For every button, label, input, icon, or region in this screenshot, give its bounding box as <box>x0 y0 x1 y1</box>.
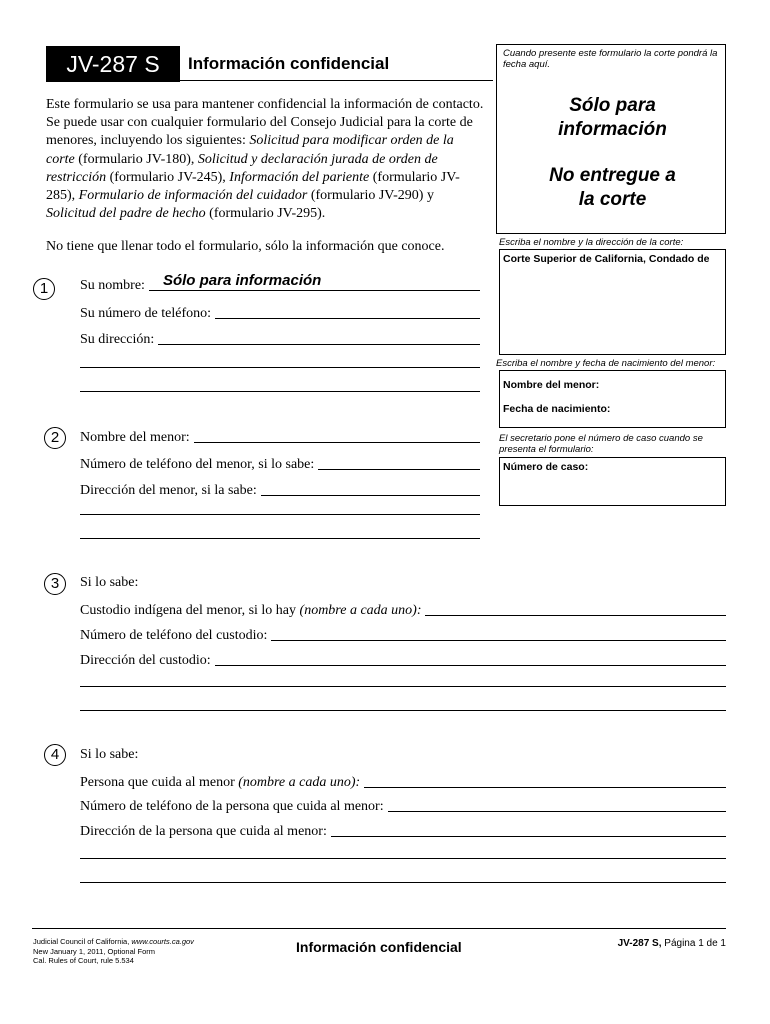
minor-address-line-3[interactable] <box>80 538 480 539</box>
intro-text: (formulario JV-245), <box>106 169 230 185</box>
footer-page: JV-287 S, Página 1 de 1 <box>617 938 726 949</box>
intro-paragraph <box>46 96 486 223</box>
court-caption: Escriba el nombre y la dirección de la corte: <box>499 237 684 248</box>
form-reference: Solicitud para modificar orden de la corte <box>46 133 454 167</box>
minor-name-label: Nombre del menor: <box>503 379 600 391</box>
custodian-address-row <box>80 651 726 669</box>
caregiver-address-line-2[interactable] <box>80 858 726 859</box>
minor-address-field[interactable] <box>261 495 480 496</box>
caregiver-phone-row <box>80 797 726 815</box>
minor-name-field-label: Nombre del menor: <box>80 430 190 445</box>
footer-url-link[interactable]: www.courts.ca.gov <box>131 937 194 946</box>
custodian-phone-label: Número de teléfono del custodio: <box>80 628 268 643</box>
your-phone-row <box>80 304 480 322</box>
case-caption: El secretario pone el número de caso cuando se presenta el formulario: <box>499 433 703 455</box>
your-name-label: Su nombre: <box>80 278 145 293</box>
form-reference: Formulario de información del cuidador <box>78 188 308 204</box>
intro-text: Este formulario se usa para mantener confidencial la información de contacto. Se puede usar con cualquier formulario del Consejo Judicial para la corte de menores, incluyendo los siguientes: <box>46 97 484 149</box>
footer-date-line: New January 1, 2011, Optional Form <box>33 946 156 956</box>
caregiver-address-line-3[interactable] <box>80 882 726 883</box>
section-3-intro: Si lo sabe: <box>80 575 139 590</box>
section-1-number: 1 <box>33 278 55 300</box>
your-address-field[interactable] <box>158 344 480 345</box>
intro-text: (formulario JV-285), <box>46 169 460 204</box>
section-4-number: 4 <box>44 744 66 766</box>
your-name-field[interactable] <box>149 272 480 291</box>
minor-name-row <box>80 428 480 446</box>
minor-name-field[interactable] <box>194 442 480 443</box>
minor-dob-label: Fecha de nacimiento: <box>503 403 611 415</box>
minor-address-line-2[interactable] <box>80 514 480 515</box>
form-reference: Información del pariente <box>229 169 370 185</box>
intro-text: (formulario JV-295). <box>205 206 326 222</box>
footer-rule <box>32 928 726 929</box>
section-2-number: 2 <box>44 427 66 449</box>
custodian-address-line-3[interactable] <box>80 710 726 711</box>
your-address-line-3[interactable] <box>80 391 480 392</box>
your-phone-field[interactable] <box>215 318 480 319</box>
caregiver-label: Persona que cuida al menor (nombre a cada uno): <box>80 775 361 790</box>
intro-text: (formulario JV-180), <box>74 151 198 167</box>
stamp-note: Cuando presente este formulario la corte pondrá la fecha aquí. <box>503 48 718 70</box>
info-only-label: Sólo para información <box>558 95 667 140</box>
your-address-label: Su dirección: <box>80 332 155 347</box>
intro-note: No tiene que llenar todo el formulario, sólo la información que conoce. <box>46 239 445 254</box>
section-4-intro: Si lo sabe: <box>80 747 139 762</box>
custodian-address-field[interactable] <box>215 665 726 666</box>
form-title: Información confidencial <box>188 54 390 73</box>
minor-address-row <box>80 481 480 499</box>
your-address-line-2[interactable] <box>80 367 480 368</box>
custodian-label: Custodio indígena del menor, si lo hay (nombre a cada uno): <box>80 603 422 618</box>
caregiver-address-label: Dirección de la persona que cuida al menor: <box>80 824 327 839</box>
case-number-label: Número de caso: <box>503 461 589 473</box>
your-phone-label: Su número de teléfono: <box>80 306 212 321</box>
header-rule <box>46 80 493 81</box>
minor-caption: Escriba el nombre y fecha de nacimiento del menor: <box>496 358 716 369</box>
footer-title: Información confidencial <box>296 939 462 955</box>
footer-left <box>33 937 194 966</box>
custodian-row <box>80 601 726 619</box>
form-reference: Solicitud del padre de hecho <box>46 206 206 222</box>
caregiver-phone-label: Número de teléfono de la persona que cuida al menor: <box>80 799 384 814</box>
your-address-row <box>80 330 480 348</box>
minor-address-label: Dirección del menor, si la sabe: <box>80 483 257 498</box>
custodian-phone-field[interactable] <box>271 640 726 641</box>
caregiver-row <box>80 773 726 791</box>
form-code: JV-287 S <box>66 51 160 77</box>
footer-rule-line: Cal. Rules of Court, rule 5.534 <box>33 956 134 965</box>
custodian-address-label: Dirección del custodio: <box>80 653 211 668</box>
minor-phone-field[interactable] <box>318 469 480 470</box>
form-reference: Solicitud y declaración jurada de orden de restricción <box>46 151 438 185</box>
custodian-field[interactable] <box>425 615 726 616</box>
minor-phone-row <box>80 455 480 473</box>
caregiver-phone-field[interactable] <box>388 811 726 812</box>
your-name-row <box>80 272 480 294</box>
intro-text: (formulario JV-290) y <box>307 188 434 204</box>
custodian-phone-row <box>80 626 726 644</box>
caregiver-address-field[interactable] <box>331 836 726 837</box>
court-name: Corte Superior de California, Condado de <box>503 253 710 265</box>
do-not-file-label: No entregue a la corte <box>549 165 676 210</box>
section-3-number: 3 <box>44 573 66 595</box>
footer-council-line: Judicial Council of California, www.courts.ca.gov <box>33 937 194 946</box>
custodian-address-line-2[interactable] <box>80 686 726 687</box>
caregiver-field[interactable] <box>364 787 726 788</box>
caregiver-address-row <box>80 822 726 840</box>
your-name-value: Sólo para información <box>162 272 322 289</box>
minor-phone-label: Número de teléfono del menor, si lo sabe: <box>80 457 315 472</box>
